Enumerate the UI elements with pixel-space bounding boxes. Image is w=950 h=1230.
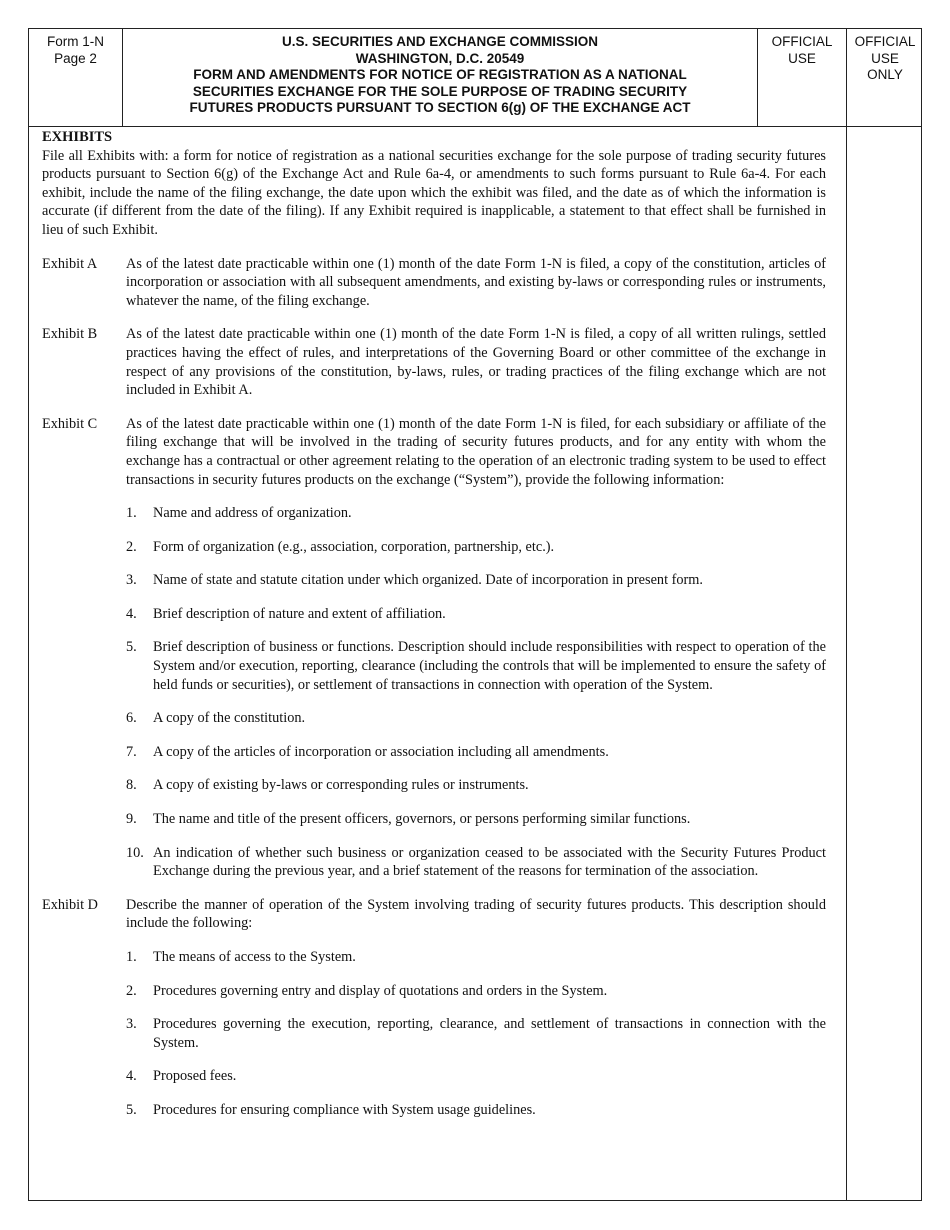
form-title-cell [123, 29, 758, 126]
exhibit-d [42, 896, 826, 1120]
item-number: 4. [126, 605, 137, 622]
exhibit-label: Exhibit A [42, 255, 98, 272]
exhibits-intro: File all Exhibits with: a form for notice of registration as a national securities exchange for the sole purpose of trading security futures products pursuant to Section 6(g) of the Exchange Act and Rule 6a-4, or amendments to such forms pursuant to Rule 6a-4. For each exhibit, include the name of the filing exchange, the date upon which the exhibit was filed, and the date as of which the information is accurate (if different from the date of the filing). If any Exhibit required is inapplicable, a statement to that effect shall be furnished in lieu of such Exhibit. [42, 147, 826, 238]
title-line: FUTURES PRODUCTS PURSUANT TO SECTION 6(g) OF THE EXCHANGE ACT [189, 100, 691, 115]
item-number: 10. [126, 844, 144, 861]
item-text: A copy of the constitution. [153, 710, 306, 727]
list-item [126, 982, 826, 1001]
item-text: Brief description of business or functions. Description should include responsibilities with respect to operation of the System and/or execution, reporting, clearance (including the controls that will be implemented to ensure the safety of held funds or securities), or settlement of transactions in connection with operation of the System. [153, 639, 826, 693]
exhibit-text: Describe the manner of operation of the System involving trading of security futures products. This description should include the following: [126, 896, 826, 932]
list-item [126, 1101, 826, 1120]
item-text: Form of organization (e.g., association, corporation, partnership, etc.). [153, 538, 555, 555]
official-use-only-line: ONLY [867, 67, 903, 82]
exhibit-d-items [126, 948, 826, 1120]
item-text: The name and title of the present officers, governors, or persons performing similar functions. [153, 811, 691, 828]
item-number: 1. [126, 505, 137, 522]
item-text: Brief description of nature and extent of affiliation. [153, 605, 446, 622]
list-item [126, 709, 826, 728]
exhibit-label: Exhibit D [42, 896, 98, 913]
official-use-only-line: USE [871, 50, 899, 66]
item-text: Name and address of organization. [153, 505, 352, 522]
item-number: 2. [126, 538, 137, 555]
exhibits-heading: EXHIBITS [42, 129, 113, 145]
item-text: An indication of whether such business or organization ceased to be associated with the Security Futures Product Exchange during the previous year, and a brief statement of the reasons for termination of the association. [153, 844, 826, 880]
exhibit-a [42, 255, 826, 311]
list-item [126, 948, 826, 967]
list-item [126, 1015, 826, 1052]
item-number: 3. [126, 572, 137, 589]
official-use-only-line: OFFICIAL [854, 34, 916, 49]
form-id-cell [29, 29, 123, 126]
item-number: 9. [126, 811, 137, 828]
item-number: 2. [126, 982, 137, 999]
item-text: Proposed fees. [153, 1068, 237, 1085]
official-use-only-cell [847, 29, 923, 126]
exhibit-label: Exhibit B [42, 326, 98, 343]
item-number: 3. [126, 1016, 137, 1033]
list-item [126, 776, 826, 795]
list-item [126, 504, 826, 523]
item-number: 8. [126, 777, 137, 794]
exhibit-b [42, 325, 826, 399]
exhibit-label: Exhibit C [42, 415, 98, 432]
list-item [126, 810, 826, 829]
page-number: Page 2 [54, 50, 97, 66]
exhibit-text: As of the latest date practicable within one (1) month of the date Form 1-N is filed, for each subsidiary or affiliate of the filing exchange that will be involved in the trading of security futures products, and for any entity with whom the exchange has a contractual or other agreement relating to the operation of an electronic trading system to be used to effect transactions in security futures products on the exchange (“System”), provide the following information: [126, 415, 826, 488]
exhibit-c-items [126, 504, 826, 881]
title-line: FORM AND AMENDMENTS FOR NOTICE OF REGISTRATION AS A NATIONAL [193, 67, 687, 82]
list-item [126, 605, 826, 624]
item-text: Procedures governing entry and display of quotations and orders in the System. [153, 982, 608, 999]
list-item [126, 638, 826, 694]
item-number: 7. [126, 743, 137, 760]
list-item [126, 538, 826, 557]
title-line: U.S. SECURITIES AND EXCHANGE COMMISSION [281, 34, 599, 49]
item-text: The means of access to the System. [153, 949, 356, 965]
list-item [126, 844, 826, 881]
form-number: Form 1-N [47, 34, 104, 49]
item-text: Procedures governing the execution, reporting, clearance, and settlement of transactions in connection with the System. [153, 1016, 826, 1051]
official-use-cell [758, 29, 847, 126]
official-use-line: OFFICIAL [771, 34, 833, 49]
list-item [126, 1067, 826, 1086]
exhibits-section [42, 128, 826, 1120]
item-text: A copy of existing by-laws or corresponding rules or instruments. [153, 777, 529, 794]
exhibit-text: As of the latest date practicable within one (1) month of the date Form 1-N is filed, a copy of the constitution, articles of incorporation or association with all subsequent amendments, and existing by-laws or corresponding rules or instruments, whatever the name, of the filing exchange. [126, 255, 826, 309]
official-use-column-divider [846, 126, 847, 1201]
official-use-line: USE [788, 50, 816, 66]
item-number: 4. [126, 1068, 137, 1085]
form-header [29, 29, 921, 127]
title-line: SECURITIES EXCHANGE FOR THE SOLE PURPOSE OF TRADING SECURITY [192, 83, 688, 99]
title-line: WASHINGTON, D.C. 20549 [355, 50, 525, 66]
item-number: 6. [126, 710, 137, 727]
item-text: Name of state and statute citation under which organized. Date of incorporation in present form. [153, 572, 703, 589]
item-number: 5. [126, 1101, 137, 1118]
item-text: Procedures for ensuring compliance with System usage guidelines. [153, 1101, 536, 1118]
item-number: 5. [126, 639, 137, 656]
exhibit-text: As of the latest date practicable within one (1) month of the date Form 1-N is filed, a copy of all written rulings, settled practices having the effect of rules, and interpretations of the Governing Board or other committee of the exchange in respect of any provisions of the constitution, by-laws, rules, or trading practices of the filing exchange which are not included in Exhibit A. [126, 326, 826, 399]
item-number: 1. [126, 949, 137, 965]
list-item [126, 571, 826, 590]
list-item [126, 743, 826, 762]
item-text: A copy of the articles of incorporation or association including all amendments. [153, 743, 609, 760]
exhibit-c [42, 415, 826, 881]
